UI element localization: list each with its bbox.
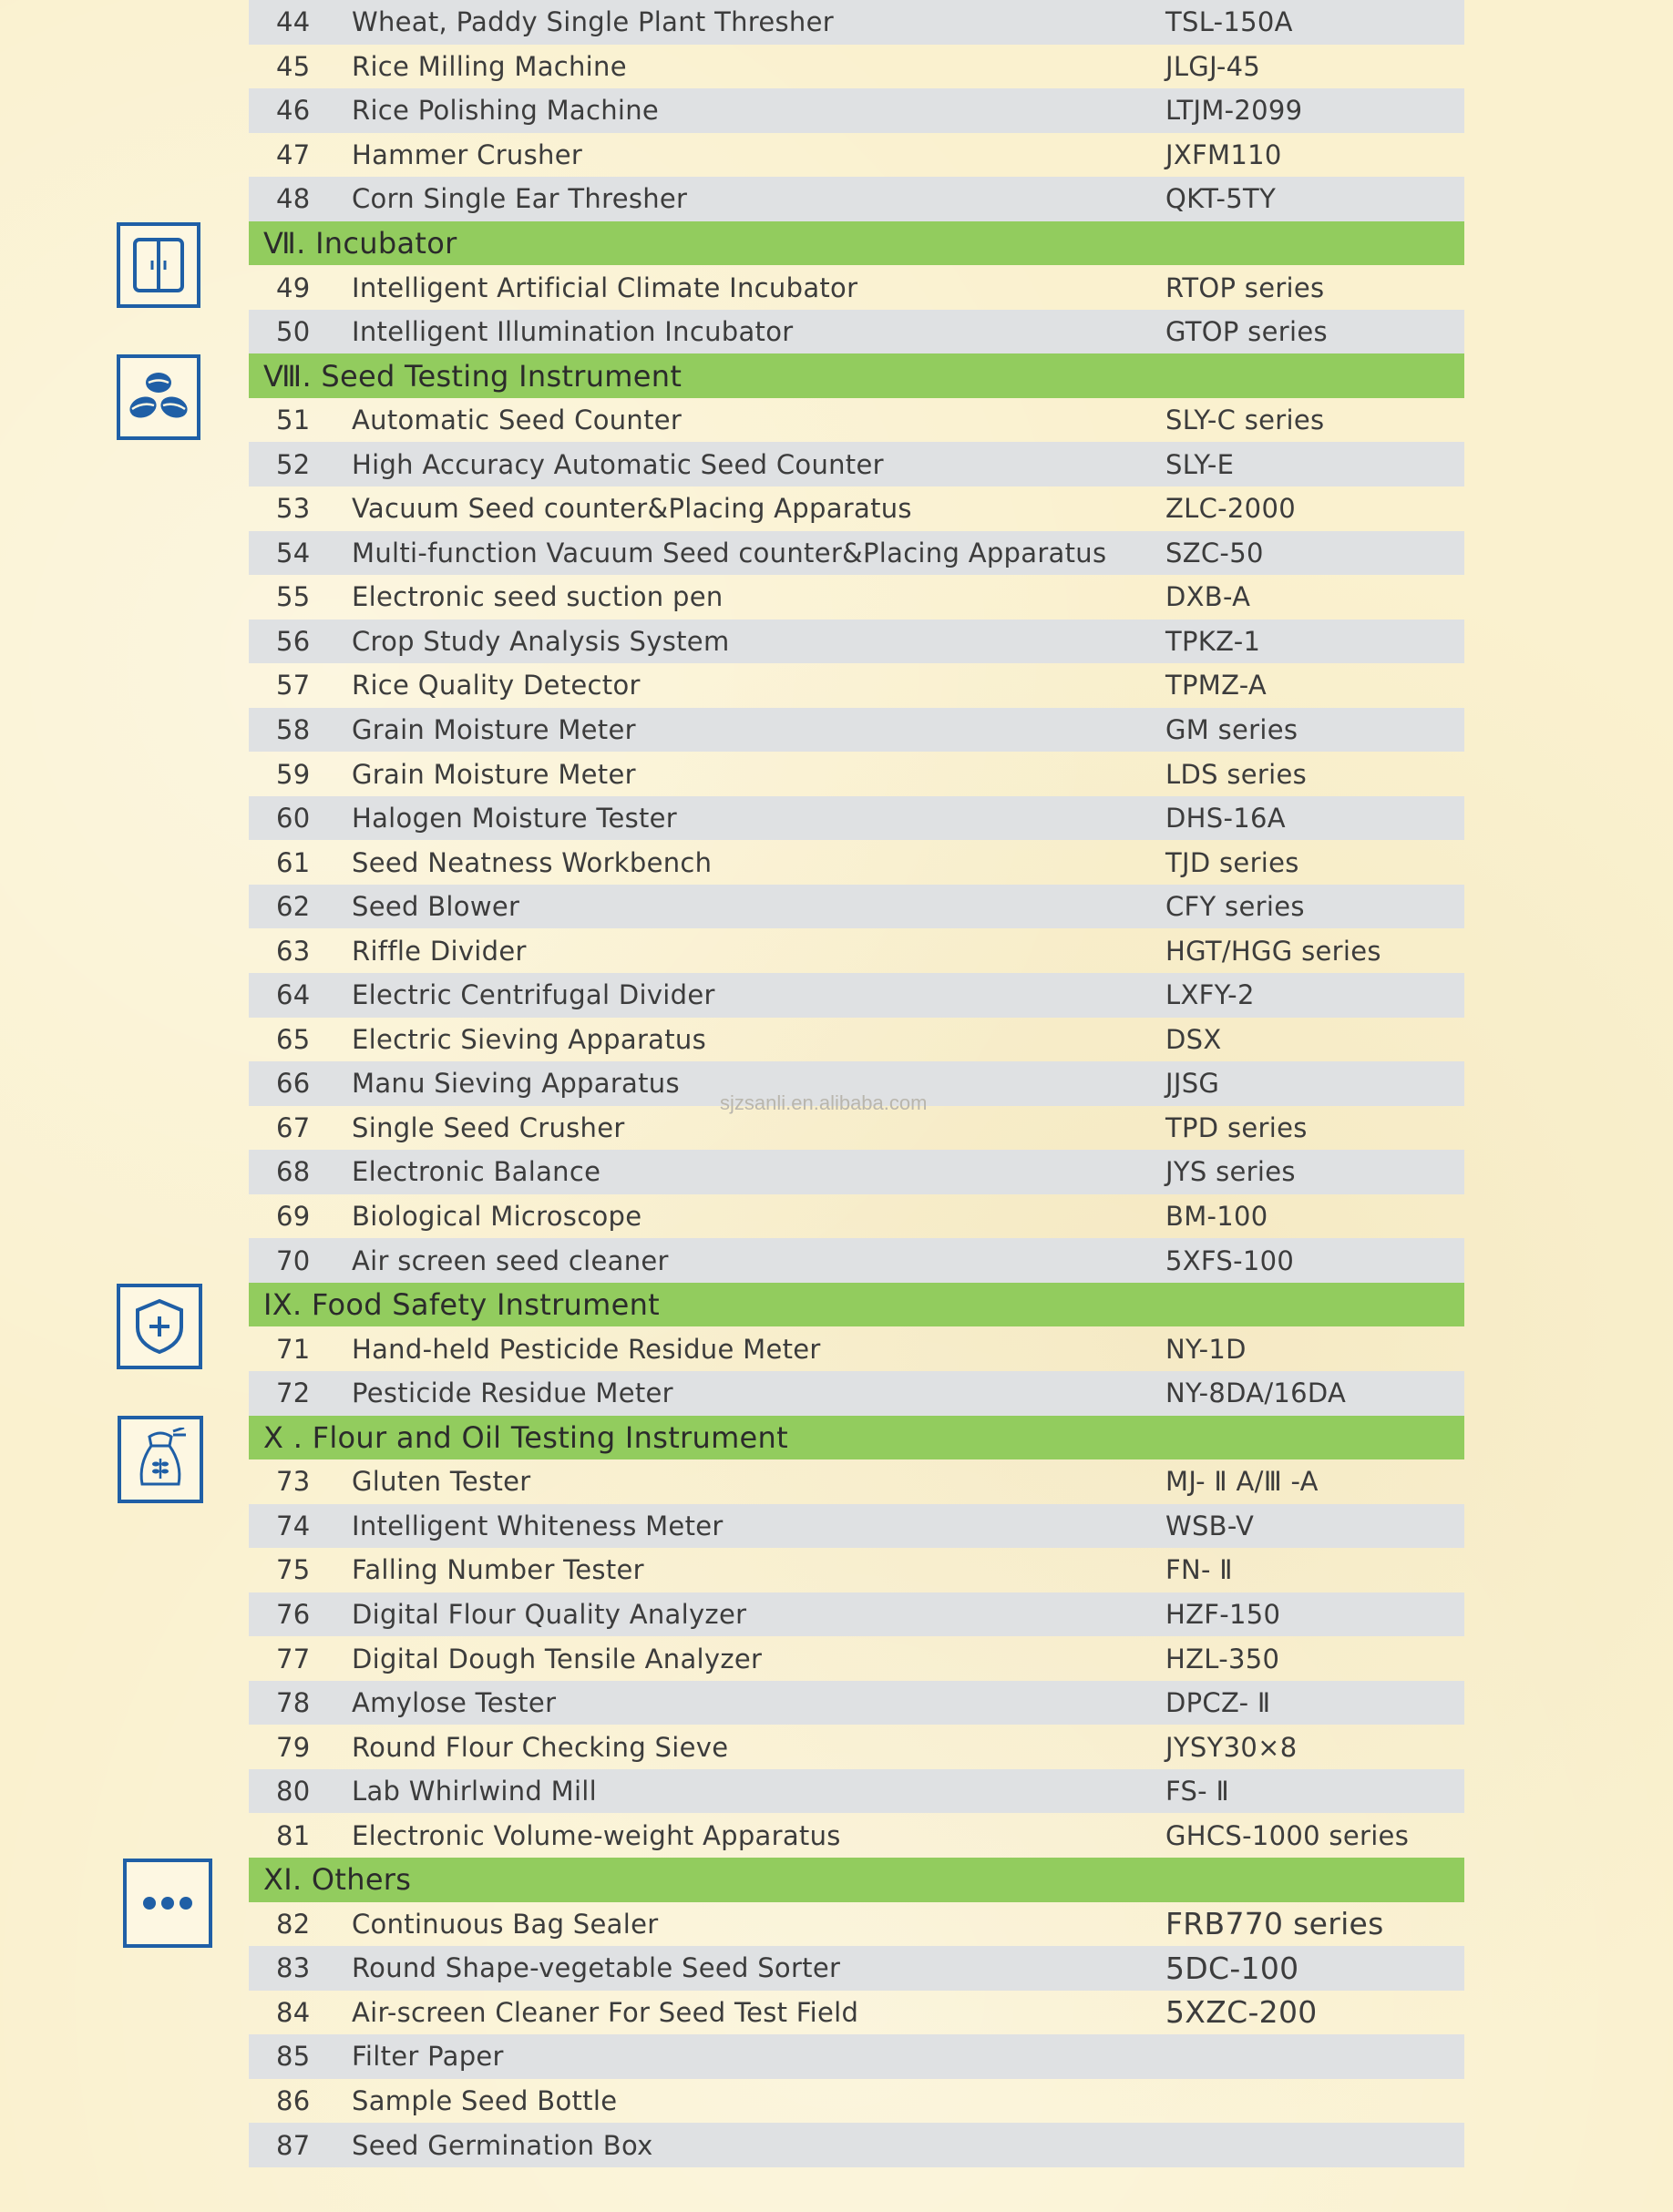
item-model: JYS series — [1165, 1156, 1296, 1188]
table-row — [249, 973, 1464, 1018]
table-row — [249, 265, 1464, 310]
table-row — [249, 1725, 1464, 1769]
item-model: DXB-A — [1165, 581, 1251, 613]
item-model: JJSG — [1165, 1068, 1220, 1100]
item-name: Automatic Seed Counter — [352, 405, 683, 436]
table-row — [249, 1459, 1464, 1504]
item-number: 78 — [276, 1687, 311, 1719]
item-number: 46 — [276, 95, 311, 127]
item-name: Halogen Moisture Tester — [352, 803, 678, 835]
item-model: JLGJ-45 — [1165, 50, 1261, 82]
table-row — [249, 1371, 1464, 1416]
table-row — [249, 1504, 1464, 1549]
item-model: GHCS-1000 series — [1165, 1819, 1410, 1851]
table-row — [249, 1326, 1464, 1371]
item-number: 59 — [276, 758, 311, 790]
item-number: 72 — [276, 1377, 311, 1409]
section-header — [249, 1283, 1464, 1327]
item-name: Intelligent Illumination Incubator — [352, 316, 794, 348]
item-name: Corn Single Ear Thresher — [352, 183, 688, 215]
item-name: Hand-held Pesticide Residue Meter — [352, 1333, 821, 1365]
table-row — [249, 310, 1464, 354]
item-number: 79 — [276, 1731, 311, 1763]
item-model: QKT-5TY — [1165, 183, 1277, 215]
item-name: Multi-function Vacuum Seed counter&Placing Apparatus — [352, 537, 1107, 568]
item-name: Lab Whirlwind Mill — [352, 1776, 598, 1807]
item-name: Round Flour Checking Sieve — [352, 1731, 729, 1763]
item-number: 69 — [276, 1201, 311, 1233]
item-model: NY-8DA/16DA — [1165, 1377, 1347, 1409]
table-row — [249, 0, 1464, 45]
item-number: 57 — [276, 670, 311, 701]
table-row — [249, 1991, 1464, 2035]
table-row — [249, 531, 1464, 576]
item-number: 68 — [276, 1156, 311, 1188]
table-row — [249, 1681, 1464, 1726]
item-name: Sample Seed Bottle — [352, 2084, 618, 2116]
table-row — [249, 663, 1464, 708]
item-name: Air-screen Cleaner For Seed Test Field — [352, 1996, 859, 2028]
item-model: 5DC-100 — [1165, 1950, 1299, 1986]
item-model: TJD series — [1165, 846, 1299, 878]
item-model: 5XFS-100 — [1165, 1244, 1295, 1276]
item-name: Pesticide Residue Meter — [352, 1377, 673, 1409]
item-number: 85 — [276, 2041, 311, 2073]
item-name: Grain Moisture Meter — [352, 714, 636, 746]
item-model: TSL-150A — [1165, 6, 1293, 38]
item-model: SZC-50 — [1165, 537, 1264, 568]
table-row — [249, 752, 1464, 796]
item-number: 55 — [276, 581, 311, 613]
item-model: BM-100 — [1165, 1201, 1268, 1233]
item-model: GM series — [1165, 714, 1298, 746]
table-row — [249, 575, 1464, 620]
item-number: 74 — [276, 1510, 311, 1541]
item-name: Biological Microscope — [352, 1201, 642, 1233]
item-model: 5XZC-200 — [1165, 1994, 1318, 2031]
item-model: SLY-C series — [1165, 405, 1325, 436]
item-name: Single Seed Crusher — [352, 1111, 625, 1143]
item-name: Seed Blower — [352, 891, 520, 923]
item-name: Digital Dough Tensile Analyzer — [352, 1643, 763, 1674]
item-model: TPD series — [1165, 1111, 1308, 1143]
item-name: Electric Centrifugal Divider — [352, 979, 715, 1011]
item-name: Manu Sieving Apparatus — [352, 1068, 680, 1100]
table-row — [249, 2123, 1464, 2167]
table-row — [249, 1902, 1464, 1947]
item-number: 49 — [276, 271, 311, 303]
item-name: Intelligent Whiteness Meter — [352, 1510, 724, 1541]
item-name: Filter Paper — [352, 2041, 504, 2073]
item-number: 64 — [276, 979, 311, 1011]
item-model: SLY-E — [1165, 448, 1235, 480]
item-model: WSB-V — [1165, 1510, 1255, 1541]
table-row — [249, 1946, 1464, 1991]
item-model: HZL-350 — [1165, 1643, 1280, 1674]
item-model: MJ- Ⅱ A/Ⅲ -A — [1165, 1466, 1319, 1498]
table-row — [249, 1194, 1464, 1239]
item-number: 76 — [276, 1598, 311, 1630]
item-number: 56 — [276, 625, 311, 657]
item-model: GTOP series — [1165, 316, 1328, 348]
item-number: 86 — [276, 2084, 311, 2116]
item-number: 51 — [276, 405, 311, 436]
item-number: 63 — [276, 935, 311, 967]
flour-bag-icon — [118, 1416, 203, 1503]
table-row — [249, 88, 1464, 133]
item-model: JYSY30×8 — [1165, 1731, 1298, 1763]
item-name: Electric Sieving Apparatus — [352, 1023, 706, 1055]
item-name: Wheat, Paddy Single Plant Thresher — [352, 6, 834, 38]
product-table — [249, 0, 1464, 2167]
section-header — [249, 353, 1464, 398]
section-title: XI. Others — [263, 1862, 412, 1898]
item-number: 84 — [276, 1996, 311, 2028]
item-number: 58 — [276, 714, 311, 746]
table-row — [249, 1813, 1464, 1858]
item-name: Grain Moisture Meter — [352, 758, 636, 790]
item-model: DPCZ- Ⅱ — [1165, 1687, 1271, 1719]
section-header — [249, 221, 1464, 266]
item-number: 67 — [276, 1111, 311, 1143]
item-name: Rice Milling Machine — [352, 50, 627, 82]
table-row — [249, 177, 1464, 221]
table-row — [249, 1636, 1464, 1681]
shield-plus-icon — [117, 1284, 202, 1369]
item-number: 60 — [276, 803, 311, 835]
item-model: FS- Ⅱ — [1165, 1776, 1230, 1807]
item-number: 48 — [276, 183, 311, 215]
item-number: 81 — [276, 1819, 311, 1851]
item-model: HZF-150 — [1165, 1598, 1281, 1630]
item-name: Electronic Balance — [352, 1156, 601, 1188]
item-model: NY-1D — [1165, 1333, 1247, 1365]
item-name: Air screen seed cleaner — [352, 1244, 669, 1276]
item-model: HGT/HGG series — [1165, 935, 1381, 967]
table-row — [249, 928, 1464, 973]
item-model: RTOP series — [1165, 271, 1325, 303]
item-number: 44 — [276, 6, 311, 38]
table-row — [249, 1548, 1464, 1592]
item-number: 75 — [276, 1554, 311, 1586]
item-model: JXFM110 — [1165, 138, 1282, 170]
item-name: Seed Neatness Workbench — [352, 846, 713, 878]
table-row — [249, 1018, 1464, 1062]
item-name: High Accuracy Automatic Seed Counter — [352, 448, 884, 480]
item-name: Amylose Tester — [352, 1687, 557, 1719]
item-number: 71 — [276, 1333, 311, 1365]
table-row — [249, 133, 1464, 178]
item-name: Electronic Volume-weight Apparatus — [352, 1819, 841, 1851]
table-row — [249, 1238, 1464, 1283]
item-number: 70 — [276, 1244, 311, 1276]
table-row — [249, 45, 1464, 89]
item-name: Round Shape-vegetable Seed Sorter — [352, 1952, 841, 1984]
item-model: FRB770 series — [1165, 1906, 1384, 1942]
item-model: LDS series — [1165, 758, 1307, 790]
item-name: Vacuum Seed counter&Placing Apparatus — [352, 493, 912, 525]
item-model: ZLC-2000 — [1165, 493, 1296, 525]
table-row — [249, 1150, 1464, 1194]
item-model: TPKZ-1 — [1165, 625, 1261, 657]
item-model: LTJM-2099 — [1165, 95, 1303, 127]
table-row — [249, 486, 1464, 531]
item-name: Rice Quality Detector — [352, 670, 641, 701]
item-number: 47 — [276, 138, 311, 170]
item-name: Seed Germination Box — [352, 2129, 653, 2161]
cabinet-icon — [117, 222, 200, 308]
item-name: Falling Number Tester — [352, 1554, 644, 1586]
item-number: 61 — [276, 846, 311, 878]
table-row — [249, 796, 1464, 841]
section-header — [249, 1858, 1464, 1902]
item-model: DSX — [1165, 1023, 1222, 1055]
item-name: Rice Polishing Machine — [352, 95, 660, 127]
item-number: 50 — [276, 316, 311, 348]
item-model: TPMZ-A — [1165, 670, 1268, 701]
item-number: 83 — [276, 1952, 311, 1984]
table-row — [249, 1769, 1464, 1814]
item-name: Hammer Crusher — [352, 138, 583, 170]
watermark: sjzsanli.en.alibaba.com — [720, 1091, 928, 1114]
item-name: Riffle Divider — [352, 935, 527, 967]
table-row — [249, 885, 1464, 929]
item-number: 45 — [276, 50, 311, 82]
section-title: IX. Food Safety Instrument — [263, 1287, 661, 1323]
seeds-icon — [117, 354, 200, 440]
item-number: 80 — [276, 1776, 311, 1807]
item-number: 65 — [276, 1023, 311, 1055]
table-row — [249, 1592, 1464, 1637]
item-name: Digital Flour Quality Analyzer — [352, 1598, 747, 1630]
table-row — [249, 2034, 1464, 2079]
item-name: Continuous Bag Sealer — [352, 1908, 659, 1940]
item-name: Gluten Tester — [352, 1466, 531, 1498]
item-number: 54 — [276, 537, 311, 568]
item-model: DHS-16A — [1165, 803, 1286, 835]
section-title: Ⅶ. Incubator — [263, 226, 457, 261]
item-number: 73 — [276, 1466, 311, 1498]
more-dots-icon — [123, 1859, 212, 1948]
section-title: X . Flour and Oil Testing Instrument — [263, 1419, 788, 1455]
item-number: 62 — [276, 891, 311, 923]
item-name: Electronic seed suction pen — [352, 581, 724, 613]
table-row — [249, 840, 1464, 885]
item-model: LXFY-2 — [1165, 979, 1255, 1011]
section-header — [249, 1416, 1464, 1460]
section-title: Ⅷ. Seed Testing Instrument — [263, 358, 683, 394]
item-number: 66 — [276, 1068, 311, 1100]
item-number: 52 — [276, 448, 311, 480]
table-row — [249, 398, 1464, 443]
table-row — [249, 442, 1464, 486]
item-number: 53 — [276, 493, 311, 525]
table-row — [249, 708, 1464, 753]
item-name: Crop Study Analysis System — [352, 625, 730, 657]
table-row — [249, 2079, 1464, 2124]
item-model: FN- Ⅱ — [1165, 1554, 1233, 1586]
item-name: Intelligent Artificial Climate Incubator — [352, 271, 858, 303]
item-number: 82 — [276, 1908, 311, 1940]
table-row — [249, 620, 1464, 664]
item-model: CFY series — [1165, 891, 1305, 923]
item-number: 87 — [276, 2129, 311, 2161]
item-number: 77 — [276, 1643, 311, 1674]
